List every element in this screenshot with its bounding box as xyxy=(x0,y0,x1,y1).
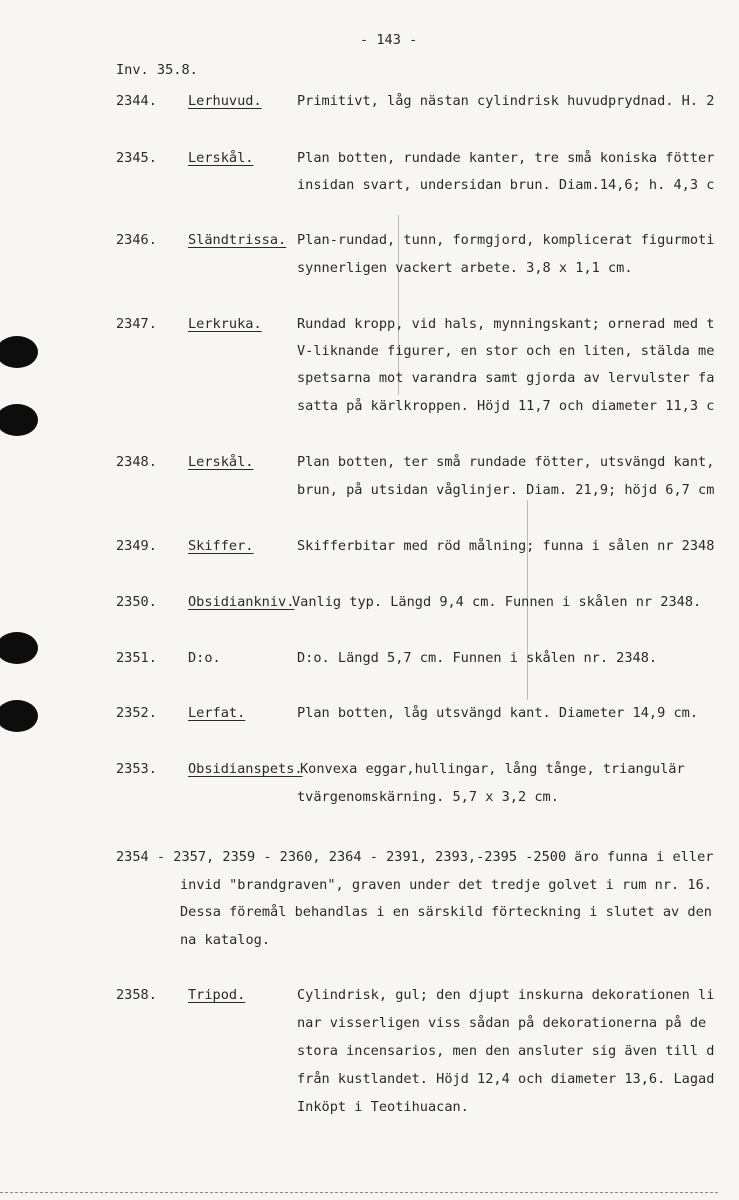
note-text: Dessa föremål behandlas i en särskild förteckning i slutet av den xyxy=(180,904,712,920)
entry-title: Skiffer. xyxy=(188,538,254,554)
entry-title: Lerhuvud. xyxy=(188,93,262,109)
inventory-reference: Inv. 35.8. xyxy=(116,62,198,78)
entry-number: 2358. xyxy=(116,987,157,1003)
entry-number: 2344. xyxy=(116,93,157,109)
entry-description: Plan botten, rundade kanter, tre små koniska fötter xyxy=(297,150,715,166)
entry-description: Plan-rundad, tunn, formgjord, komplicerat figurmoti xyxy=(297,232,715,248)
note-text: invid "brandgraven", graven under det tredje golvet i rum nr. 16. xyxy=(180,877,712,893)
page-number: - 143 - xyxy=(360,32,418,48)
entry-number: 2353. xyxy=(116,761,157,777)
entry-description: Rundad kropp, vid hals, mynningskant; ornerad med t xyxy=(297,316,715,332)
entry-title: Lerskål. xyxy=(188,454,254,470)
entry-number: 2347. xyxy=(116,316,157,332)
entry-number: 2345. xyxy=(116,150,157,166)
entry-description: Primitivt, låg nästan cylindrisk huvudprydnad. H. 2 xyxy=(297,93,715,109)
entry-number: 2352. xyxy=(116,705,157,721)
punch-hole-4 xyxy=(0,700,38,732)
entry-description: synnerligen vackert arbete. 3,8 x 1,1 cm. xyxy=(297,260,633,276)
entry-number: 2349. xyxy=(116,538,157,554)
entry-description: Skifferbitar med röd målning; funna i sålen nr 2348 xyxy=(297,538,715,554)
entry-title: Lerskål. xyxy=(188,150,254,166)
entry-number: 2350. xyxy=(116,594,157,610)
entry-description: Vanlig typ. Längd 9,4 cm. Funnen i skålen nr 2348. xyxy=(292,594,702,610)
entry-description: insidan svart, undersidan brun. Diam.14,6; h. 4,3 c xyxy=(297,177,715,193)
bottom-edge-rule xyxy=(0,1192,718,1193)
entry-description: brun, på utsidan våglinjer. Diam. 21,9; höjd 6,7 cm xyxy=(297,482,715,498)
punch-hole-1 xyxy=(0,336,38,368)
note-text: 2354 - 2357, 2359 - 2360, 2364 - 2391, 2393,-2395 -2500 äro funna i eller xyxy=(116,849,714,865)
entry-description: Plan botten, låg utsvängd kant. Diameter 14,9 cm. xyxy=(297,705,699,721)
entry-description: Inköpt i Teotihuacan. xyxy=(297,1099,469,1115)
entry-description: spetsarna mot varandra samt gjorda av lervulster fa xyxy=(297,370,715,386)
punch-hole-2 xyxy=(0,404,38,436)
entry-number: 2346. xyxy=(116,232,157,248)
entry-title: Obsidiankniv. xyxy=(188,594,295,610)
note-text: na katalog. xyxy=(180,932,271,948)
entry-number: 2351. xyxy=(116,650,157,666)
entry-number: 2348. xyxy=(116,454,157,470)
entry-title: Sländtrissa. xyxy=(188,232,287,248)
entry-description: stora incensarios, men den ansluter sig även till d xyxy=(297,1043,715,1059)
entry-description: Plan botten, ter små rundade fötter, utsvängd kant, xyxy=(297,454,715,470)
entry-title: Lerkruka. xyxy=(188,316,262,332)
entry-description: V-liknande figurer, en stor och en liten, stälda me xyxy=(297,343,715,359)
entry-description: satta på kärlkroppen. Höjd 11,7 och diameter 11,3 c xyxy=(297,398,715,414)
entry-description: nar visserligen viss sådan på dekorationerna på de xyxy=(297,1015,707,1031)
entry-title: Tripod. xyxy=(188,987,246,1003)
entry-description: tvärgenomskärning. 5,7 x 3,2 cm. xyxy=(297,789,559,805)
entry-description: D:o. Längd 5,7 cm. Funnen i skålen nr. 2348. xyxy=(297,650,658,666)
entry-title: D:o. xyxy=(188,650,221,666)
entry-title: Obsidianspets. xyxy=(188,761,303,777)
entry-description: Cylindrisk, gul; den djupt inskurna dekorationen li xyxy=(297,987,715,1003)
punch-hole-3 xyxy=(0,632,38,664)
entry-title: Lerfat. xyxy=(188,705,246,721)
entry-description: Konvexa eggar,hullingar, lång tånge, triangulär xyxy=(300,761,685,777)
entry-description: från kustlandet. Höjd 12,4 och diameter 13,6. Lagad xyxy=(297,1071,715,1087)
